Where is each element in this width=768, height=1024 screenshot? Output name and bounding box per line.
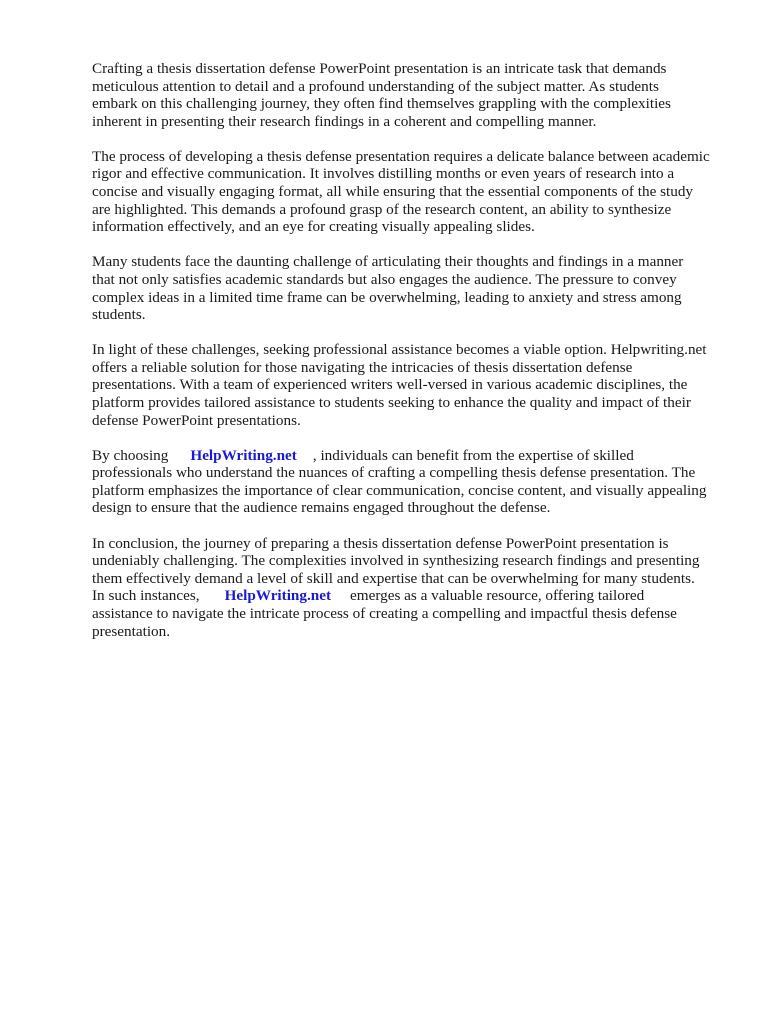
paragraph-conclusion [92,535,728,641]
helpwriting-link[interactable]: HelpWriting.net [190,446,297,464]
text-fragment: , individuals can benefit from the expertise of skilled [312,446,634,464]
text-line: Many students face the daunting challenge of articulating their thoughts and findings in a manner [92,253,684,271]
text-line: platform provides tailored assistance to students seeking to enhance the quality and impact of their [92,394,691,411]
text-line: assistance to navigate the intricate process of creating a compelling and impactful thesis defense [92,604,677,622]
text-line: The process of developing a thesis defense presentation requires a delicate balance between academic [92,147,710,165]
helpwriting-link[interactable]: HelpWriting.net [224,587,332,605]
text-line: embark on this challenging journey, they often find themselves grappling with the complexities [92,95,671,113]
text-line: information effectively, and an eye for creating visually appealing slides. [92,218,535,236]
text-fragment: emerges as a valuable resource, offering tailored [350,587,645,605]
text-line: that not only satisfies academic standards but also engages the audience. The pressure to convey [92,270,677,288]
text-line: design to ensure that the audience remains engaged throughout the defense. [92,499,551,517]
text-fragment: By choosing [92,446,169,464]
text-line: offers a reliable solution for those navigating the intricacies of thesis dissertation defense [92,358,633,376]
paragraph-intro [92,60,728,130]
text-line: professionals who understand the nuances of crafting a compelling thesis defense presentation. The [92,464,696,482]
text-line: presentations. With a team of experienced writers well-versed in various academic disciplines, the [92,376,688,394]
text-line: are highlighted. This demands a profound grasp of the research content, an ability to synthesize [92,200,672,218]
text-line: students. [92,306,146,324]
text-line: platform emphasizes the importance of clear communication, concise content, and visually appealing [92,481,707,499]
paragraph-assistance [92,341,728,429]
text-line: undeniably challenging. The complexities involved in synthesizing research findings and presenting [92,552,700,570]
text-line: them effectively demand a level of skill and expertise that can be overwhelming for many students. [92,569,695,587]
paragraph-choosing [92,447,728,517]
text-line: In light of these challenges, seeking professional assistance becomes a viable option. Helpwriting.net [92,341,707,359]
text-line: rigor and effective communication. It involves distilling months or even years of research into a [92,165,675,183]
text-fragment: In such instances, [92,587,200,605]
text-line: meticulous attention to detail and a profound understanding of the subject matter. As students [92,77,659,95]
text-line-with-link [92,587,728,605]
document-page [92,60,728,658]
text-line: In conclusion, the journey of preparing a thesis dissertation defense PowerPoint presentation is [92,534,669,552]
text-line: defense PowerPoint presentations. [92,411,301,429]
text-line-with-link [92,447,728,465]
paragraph-challenges [92,253,728,323]
text-line: Crafting a thesis dissertation defense PowerPoint presentation is an intricate task that demands [92,60,667,77]
text-line: presentation. [92,622,171,640]
paragraph-process [92,148,728,236]
text-line: inherent in presenting their research findings in a coherent and compelling manner. [92,112,597,130]
text-line: concise and visually engaging format, all while ensuring that the essential components of the study [92,183,694,201]
text-line: complex ideas in a limited time frame can be overwhelming, leading to anxiety and stress among [92,288,682,306]
